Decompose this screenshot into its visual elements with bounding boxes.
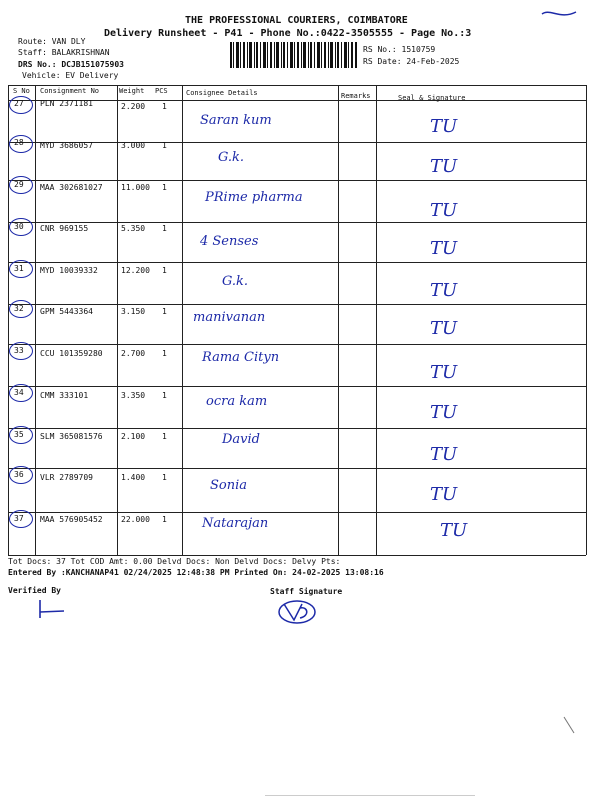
row-seal-signature: TU xyxy=(440,520,468,541)
staff-signature-icon xyxy=(276,598,318,626)
col-header-pcs: PCS xyxy=(155,87,168,95)
row-weight: 2.100 xyxy=(121,432,146,441)
row-sno: 34 xyxy=(14,388,24,397)
row-consignment: VLR 2789709 xyxy=(40,473,93,482)
verified-by-label: Verified By xyxy=(8,586,61,595)
row-consignment: MAA 302681027 xyxy=(40,183,103,192)
row-consignment: GPM 5443364 xyxy=(40,307,93,316)
row-weight: 11.000 xyxy=(121,183,150,192)
row-consignee-handwriting: Rama Cityn xyxy=(202,350,280,365)
row-pcs: 1 xyxy=(162,224,167,233)
margin-mark-icon xyxy=(560,715,580,735)
row-sno: 27 xyxy=(14,99,24,108)
col-header-consignee: Consignee Details xyxy=(186,89,258,97)
row-consignment: SLM 365081576 xyxy=(40,432,103,441)
col-header-seal: Seal & Signature xyxy=(398,94,466,102)
row-pcs: 1 xyxy=(162,349,167,358)
row-pcs: 1 xyxy=(162,266,167,275)
staff-label: Staff: BALAKRISHNAN xyxy=(18,48,110,57)
corner-scribble-icon xyxy=(540,6,580,22)
row-pcs: 1 xyxy=(162,515,167,524)
row-sno: 29 xyxy=(14,180,24,189)
row-weight: 12.200 xyxy=(121,266,150,275)
row-pcs: 1 xyxy=(162,102,167,111)
row-seal-signature: TU xyxy=(430,116,458,137)
barcode-icon xyxy=(230,42,358,68)
drs-number: DRS No.: DCJB151075903 xyxy=(18,60,124,69)
col-header-remarks: Remarks xyxy=(341,92,371,100)
row-pcs: 1 xyxy=(162,391,167,400)
row-seal-signature: TU xyxy=(430,484,458,505)
row-seal-signature: TU xyxy=(430,444,458,465)
row-sno: 36 xyxy=(14,470,24,479)
row-seal-signature: TU xyxy=(430,200,458,221)
col-header-weight: Weight xyxy=(119,87,145,95)
row-sno: 28 xyxy=(14,138,24,147)
row-consignment: MYD 10039332 xyxy=(40,266,98,275)
row-consignee-handwriting: Sonia xyxy=(210,478,248,493)
row-consignee-handwriting: 4 Senses xyxy=(200,234,259,249)
row-consignee-handwriting: G.k. xyxy=(222,274,249,289)
row-sno: 37 xyxy=(14,514,24,523)
row-seal-signature: TU xyxy=(430,156,458,177)
vehicle-label: Vehicle: EV Delivery xyxy=(22,71,119,80)
company-name: THE PROFESSIONAL COURIERS, COIMBATORE xyxy=(185,15,408,26)
col-header-sno: S No xyxy=(13,87,30,95)
row-consignment: CCU 101359280 xyxy=(40,349,103,358)
row-weight: 3.350 xyxy=(121,391,146,400)
row-consignment: CNR 969155 xyxy=(40,224,89,233)
rs-date: RS Date: 24-Feb-2025 xyxy=(363,57,460,66)
row-sno: 33 xyxy=(14,346,24,355)
row-sno: 35 xyxy=(14,430,24,439)
rs-number: RS No.: 1510759 xyxy=(363,45,436,54)
row-pcs: 1 xyxy=(162,183,167,192)
row-consignee-handwriting: G.k. xyxy=(218,150,245,165)
row-consignee-handwriting: ocra kam xyxy=(206,394,268,409)
row-consignee-handwriting: David xyxy=(222,432,260,447)
verified-signature-icon xyxy=(30,598,70,620)
col-header-consignment: Consignment No xyxy=(40,87,100,95)
row-consignment: CMM 333101 xyxy=(40,391,89,400)
row-seal-signature: TU xyxy=(430,362,458,383)
row-weight: 1.400 xyxy=(121,473,146,482)
row-sno: 30 xyxy=(14,222,24,231)
row-consignee-handwriting: Saran kum xyxy=(200,113,272,128)
row-sno: 32 xyxy=(14,304,24,313)
row-consignee-handwriting: Natarajan xyxy=(202,516,269,531)
row-consignment: MAA 576905452 xyxy=(40,515,103,524)
entered-by-line: Entered By :KANCHANAP41 02/24/2025 12:48:38 PM Printed On: 24-02-2025 13:08:16 xyxy=(8,568,384,577)
row-consignment: MYD 3686057 xyxy=(40,141,93,150)
row-pcs: 1 xyxy=(162,141,167,150)
row-seal-signature: TU xyxy=(430,318,458,339)
row-consignment: PLN 2371181 xyxy=(40,99,93,108)
row-weight: 22.000 xyxy=(121,515,150,524)
row-seal-signature: TU xyxy=(430,280,458,301)
row-consignee-handwriting: PRime pharma xyxy=(205,190,303,205)
row-seal-signature: TU xyxy=(430,238,458,259)
route-label: Route: VAN DLY xyxy=(18,37,86,46)
row-weight: 2.700 xyxy=(121,349,146,358)
totals-line: Tot Docs: 37 Tot COD Amt: 0.00 Delvd Docs: Non Delvd Docs: Delvy Pts: xyxy=(8,557,341,566)
runsheet-title: Delivery Runsheet - P41 - Phone No.:0422-3505555 - Page No.:3 xyxy=(104,28,472,39)
row-weight: 5.350 xyxy=(121,224,146,233)
row-weight: 3.000 xyxy=(121,141,146,150)
row-seal-signature: TU xyxy=(430,402,458,423)
row-weight: 3.150 xyxy=(121,307,146,316)
row-pcs: 1 xyxy=(162,432,167,441)
row-sno: 31 xyxy=(14,264,24,273)
row-consignee-handwriting: manivanan xyxy=(193,310,266,325)
staff-signature-label: Staff Signature xyxy=(270,587,343,596)
row-weight: 2.200 xyxy=(121,102,146,111)
row-pcs: 1 xyxy=(162,473,167,482)
row-pcs: 1 xyxy=(162,307,167,316)
